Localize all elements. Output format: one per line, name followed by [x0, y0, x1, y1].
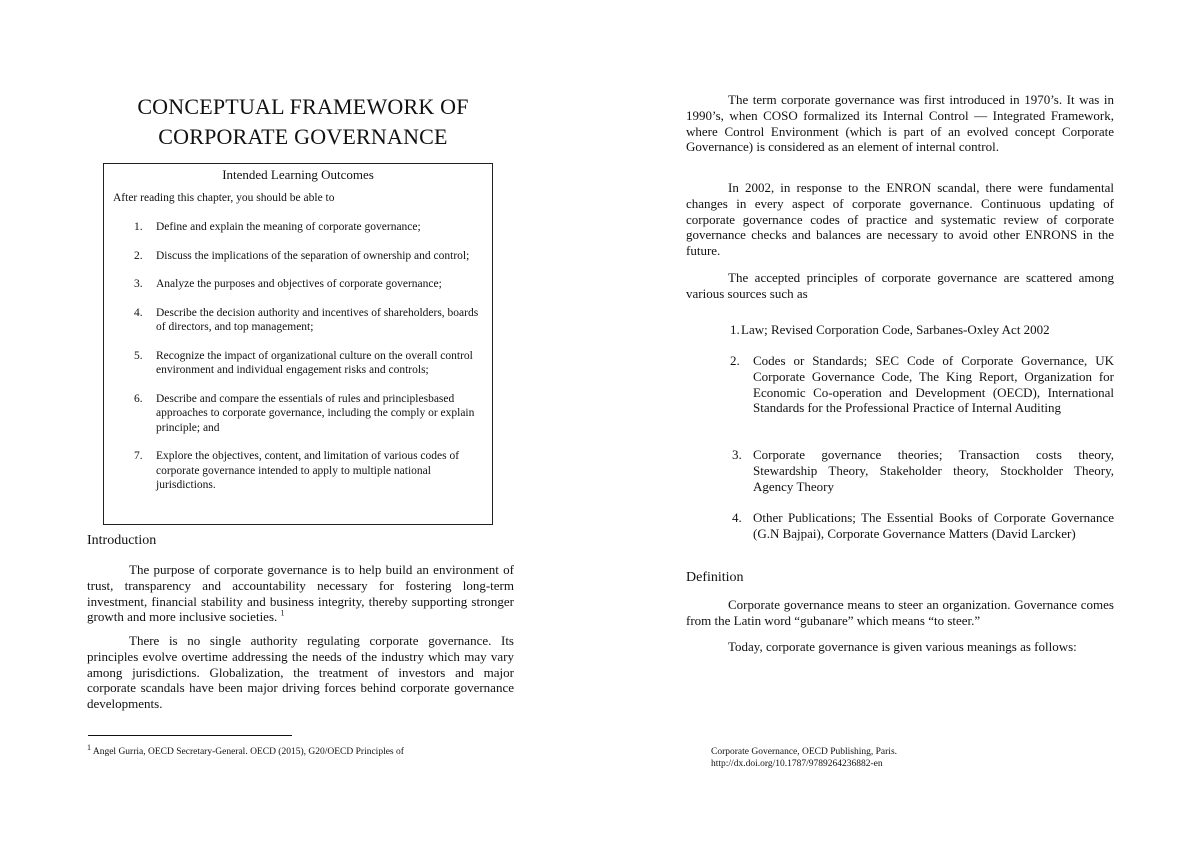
list-item-text: Law; Revised Corporation Code, Sarbanes-Oxley Act 2002 [741, 322, 1050, 337]
list-item [730, 322, 1114, 338]
sources-list-item-4-wrap [732, 510, 1114, 542]
list-item-text: Other Publications; The Essential Books of Corporate Governance (G.N Bajpai), Corporate Governance Matters (David Larcker) [753, 510, 1114, 541]
list-item [732, 510, 1114, 542]
list-item-text: Describe and compare the essentials of rules and principlesbased approaches to corporate governance, including the comply or explain principle; and [156, 392, 475, 434]
list-item-text: Codes or Standards; SEC Code of Corporate Governance, UK Corporate Governance Code, The King Report, Organization for Economic Co-operation and Development (OECD), International Standards for the Professional Practice of Internal Auditing [753, 353, 1114, 416]
list-item-number: 6. [134, 392, 143, 405]
list-item-number: 2. [134, 249, 143, 262]
list-item [113, 349, 485, 378]
definition-paragraph-1: Corporate governance means to steer an organization. Governance comes from the Latin word “gubanare” which means “to steer.” [686, 597, 1114, 628]
sources-list [730, 322, 1114, 338]
footnote-continuation-line-1: Corporate Governance, OECD Publishing, Paris. [711, 747, 898, 757]
footnote-reference: 1 [280, 609, 285, 619]
sources-list-item-2-wrap [730, 353, 1114, 416]
page-title-line-2: CORPORATE GOVERNANCE [158, 124, 448, 149]
list-item [113, 392, 485, 436]
footnote-mark: 1 [87, 742, 91, 752]
sources-intro-paragraph: The accepted principles of corporate governance are scattered among various sources such as [686, 270, 1114, 301]
history-paragraph: The term corporate governance was first introduced in 1970’s. It was in 1990’s, when COSO formalized its Internal Control — Integrated Framework, where Control Environment (which is part of an evolved concept Corporate Governance) is considered as an element of internal control. [686, 92, 1114, 155]
list-item-text: Corporate governance theories; Transaction costs theory, Stewardship Theory, Stakeholder theory, Stockholder Theory, Agency Theory [753, 447, 1114, 494]
definition-heading: Definition [686, 570, 744, 585]
list-item-text: Describe the decision authority and incentives of shareholders, boards of directors, and top management; [156, 306, 479, 333]
list-item-text: Discuss the implications of the separation of ownership and control; [156, 249, 470, 262]
footnote-continuation [711, 746, 1111, 770]
definition-paragraph-2: Today, corporate governance is given various meanings as follows: [728, 639, 1077, 654]
list-item [113, 449, 485, 493]
footnote-divider [88, 735, 292, 736]
footnote-doi-link[interactable]: http://dx.doi.org/10.1787/9789264236882-en [711, 759, 883, 769]
list-item [113, 277, 485, 292]
list-item-number: 7. [134, 450, 143, 462]
page-title [88, 92, 518, 152]
list-item [113, 220, 485, 235]
page-title-line-1: CONCEPTUAL FRAMEWORK OF [137, 94, 469, 119]
list-item [113, 249, 485, 264]
list-item-number: 3. [732, 447, 742, 462]
list-item-number: 5. [134, 349, 143, 362]
footnote-text: Angel Gurria, OECD Secretary-General. OECD (2015), G20/OECD Principles of [92, 747, 404, 757]
list-item [113, 306, 485, 335]
list-item [730, 353, 1114, 416]
list-item-number: 2. [730, 353, 740, 368]
list-item-number: 1. [134, 221, 143, 233]
enron-paragraph: In 2002, in response to the ENRON scandal, there were fundamental changes in every aspect of corporate governance. Continuous updating of corporate governance codes of practice and systematic review of corporate governance checks and balances are necessary to avoid other ENRONS in the future. [686, 180, 1114, 259]
learning-outcomes-heading: Intended Learning Outcomes [222, 167, 374, 182]
list-item-number: 3. [134, 278, 143, 290]
list-item-number: 4. [732, 510, 742, 525]
footnote [87, 742, 527, 758]
list-item-text: Recognize the impact of organizational culture on the overall control environment and individual engagement risks and controls; [156, 349, 473, 376]
list-item-text: Explore the objectives, content, and limitation of various codes of corporate governance intended to apply to multiple national jurisdictions. [156, 450, 460, 491]
sources-list-item-3-wrap [732, 447, 1114, 494]
list-item-text: Analyze the purposes and objectives of corporate governance; [156, 278, 442, 290]
intro-paragraph-2: There is no single authority regulating corporate governance. Its principles evolve overtime addressing the needs of the industry which may vary among jurisdictions. Globalization, the treatment of investors and major corporate scandals have been major driving forces behind corporate governance developments. [87, 633, 514, 712]
introduction-heading: Introduction [87, 533, 157, 548]
intro-paragraph-1-text: The purpose of corporate governance is to help build an environment of trust, transparency and accountability necessary for fostering long-term investment, financial stability and business integrity, thereby supporting stronger growth and more inclusive societies. [87, 562, 514, 625]
list-item-text: Define and explain the meaning of corporate governance; [156, 221, 421, 233]
list-item-number: 4. [134, 306, 143, 319]
intro-paragraph-1 [87, 562, 514, 625]
learning-outcomes-intro: After reading this chapter, you should be able to [113, 192, 335, 204]
learning-outcomes-list [113, 220, 485, 493]
list-item-number: 1. [730, 322, 740, 337]
list-item [732, 447, 1114, 494]
